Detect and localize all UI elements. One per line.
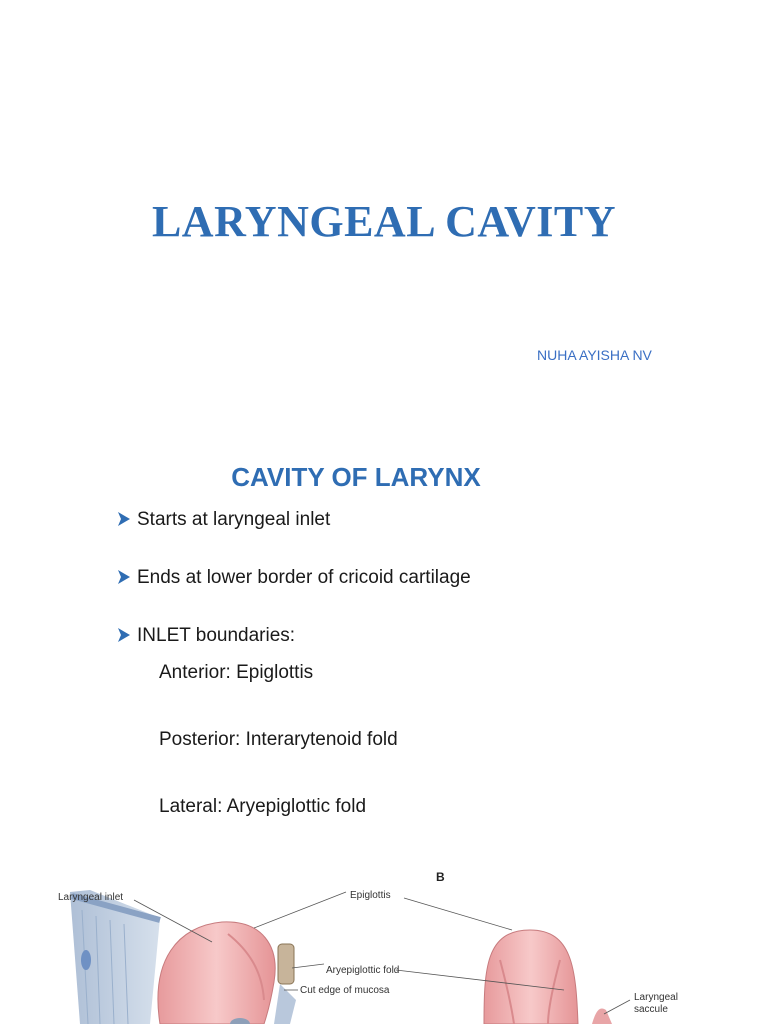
arrow-bullet-icon <box>118 628 130 642</box>
section-title: CAVITY OF LARYNX <box>231 462 481 492</box>
inlet-boundaries-list <box>159 656 398 823</box>
arrow-bullet-icon <box>118 512 130 526</box>
bullet-item <box>118 624 471 857</box>
label-cut-edge: Cut edge of mucosa <box>300 985 390 996</box>
panel-a-illustration <box>70 890 296 1024</box>
sub-item: Anterior: Epiglottis <box>159 662 314 683</box>
bullet-text: Starts at laryngeal inlet <box>137 509 331 530</box>
label-aryepiglottic-fold: Aryepiglottic fold <box>326 965 400 976</box>
sub-item: Posterior: Interarytenoid fold <box>159 729 398 750</box>
author-name: NUHA AYISHA NV <box>537 347 652 363</box>
title-slide <box>0 0 768 430</box>
bullet-item <box>118 566 471 590</box>
bullet-text: INLET boundaries: <box>137 625 296 646</box>
panel-b-illustration <box>484 930 612 1024</box>
label-laryngeal-inlet: Laryngeal inlet <box>58 892 124 903</box>
content-slide <box>0 430 768 1024</box>
arrow-bullet-icon <box>118 570 130 584</box>
bullet-list <box>118 508 471 857</box>
label-laryngeal: Laryngeal <box>634 992 678 1003</box>
panel-label-b: B <box>436 870 445 884</box>
label-saccule: saccule <box>634 1004 668 1015</box>
bullet-text: Ends at lower border of cricoid cartilage <box>137 567 471 588</box>
label-epiglottis: Epiglottis <box>350 890 391 901</box>
main-title: LARYNGEAL CAVITY <box>151 197 617 246</box>
bullet-item <box>118 508 471 532</box>
larynx-figure <box>0 850 768 1024</box>
sub-item: Lateral: Aryepiglottic fold <box>159 796 367 817</box>
bullet-content <box>137 624 398 857</box>
